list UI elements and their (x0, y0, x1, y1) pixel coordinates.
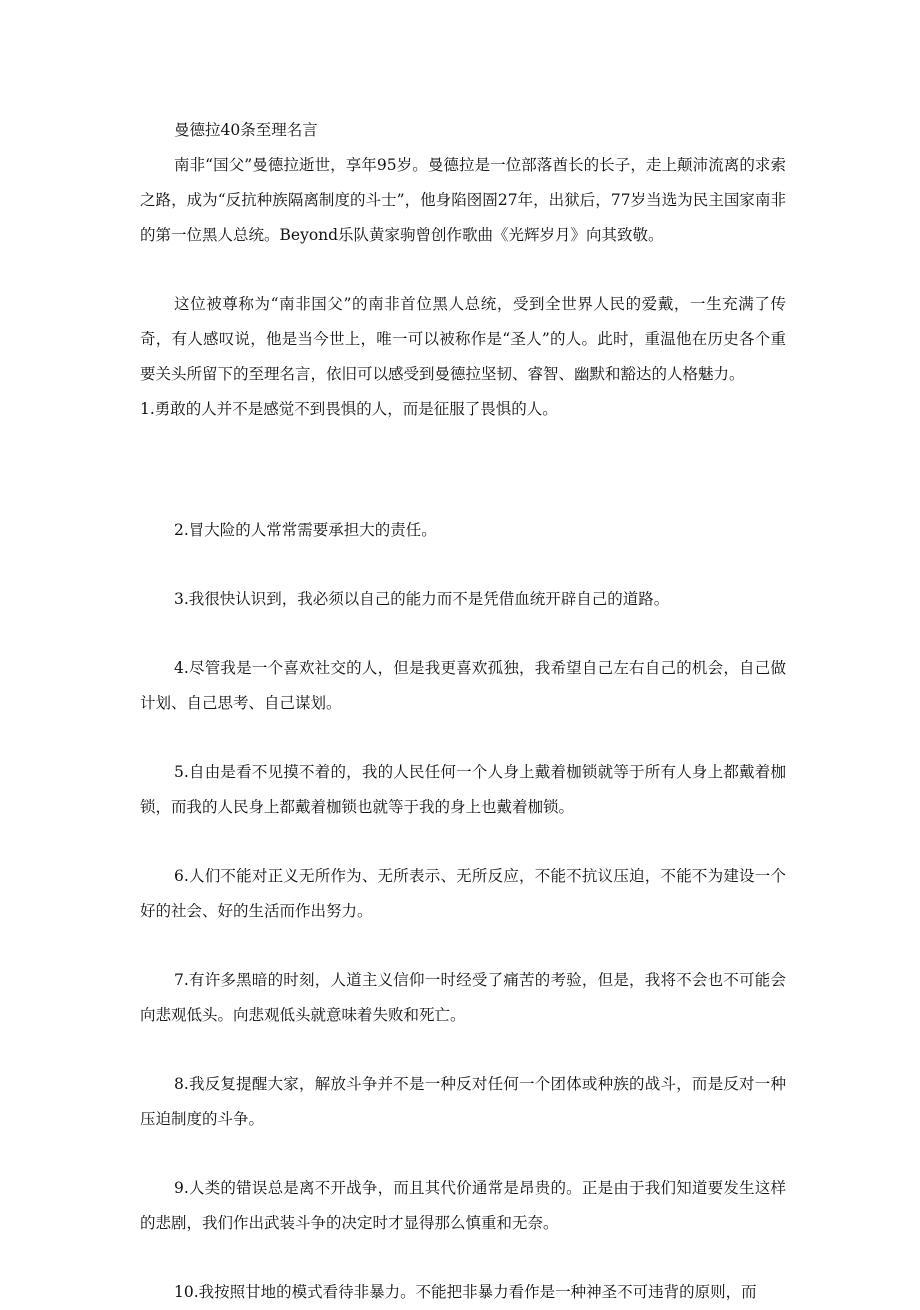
paragraph-spacer (140, 1033, 786, 1067)
paragraph-spacer (140, 253, 786, 287)
paragraph-spacer (140, 721, 786, 755)
intro-paragraph-1: 南非“国父”曼德拉逝世，享年95岁。曼德拉是一位部落酋长的长子，走上颠沛流离的求索之路，成为“反抗种族隔离制度的斗士”，他身陷囹圄27年，出狱后，77岁当选为民主国家南非的第一位黑人总统。Beyond乐队黄家驹曾创作歌曲《光辉岁月》向其致敬。 (140, 156, 786, 244)
document-page (140, 113, 786, 1310)
quote-10: 10.我按照甘地的模式看待非暴力。不能把非暴力看作是一种神圣不可违背的原则，而 (174, 1283, 757, 1301)
quote-1: 1.勇敢的人并不是感觉不到畏惧的人，而是征服了畏惧的人。 (140, 400, 558, 418)
paragraph-spacer (140, 1241, 786, 1275)
paragraph-spacer (140, 929, 786, 963)
quote-7: 7.有许多黑暗的时刻，人道主义信仰一时经受了痛苦的考验，但是，我将不会也不可能会向悲观低头。向悲观低头就意味着失败和死亡。 (140, 971, 786, 1024)
quote-8: 8.我反复提醒大家，解放斗争并不是一种反对任何一个团体或种族的战斗，而是反对一种压迫制度的斗争。 (140, 1075, 786, 1128)
quote-6: 6.人们不能对正义无所作为、无所表示、无所反应，不能不抗议压迫，不能不为建设一个好的社会、好的生活而作出努力。 (140, 867, 786, 920)
paragraph-spacer (140, 617, 786, 651)
paragraph-spacer (140, 548, 786, 582)
intro-paragraph-2: 这位被尊称为“南非国父”的南非首位黑人总统，受到全世界人民的爱戴，一生充满了传奇，有人感叹说，他是当今世上，唯一可以被称作是“圣人”的人。此时，重温他在历史各个重要关头所留下的至理名言，依旧可以感受到曼德拉坚韧、睿智、幽默和豁达的人格魅力。 (140, 295, 786, 383)
paragraph-spacer (140, 1137, 786, 1171)
quote-4: 4.尽管我是一个喜欢社交的人，但是我更喜欢孤独，我希望自己左右自己的机会，自己做计划、自己思考、自己谋划。 (140, 659, 786, 712)
quote-2: 2.冒大险的人常常需要承担大的责任。 (174, 521, 437, 539)
quote-5: 5.自由是看不见摸不着的，我的人民任何一个人身上戴着枷锁就等于所有人身上都戴着枷锁，而我的人民身上都戴着枷锁也就等于我的身上也戴着枷锁。 (140, 763, 786, 816)
document-title: 曼德拉40条至理名言 (174, 121, 318, 139)
quote-3: 3.我很快认识到，我必须以自己的能力而不是凭借血统开辟自己的道路。 (174, 590, 670, 608)
quote-9: 9.人类的错误总是离不开战争，而且其代价通常是昂贵的。正是由于我们知道要发生这样的悲剧，我们作出武装斗争的决定时才显得那么慎重和无奈。 (140, 1179, 786, 1232)
paragraph-spacer (140, 825, 786, 859)
paragraph-spacer (140, 427, 786, 513)
